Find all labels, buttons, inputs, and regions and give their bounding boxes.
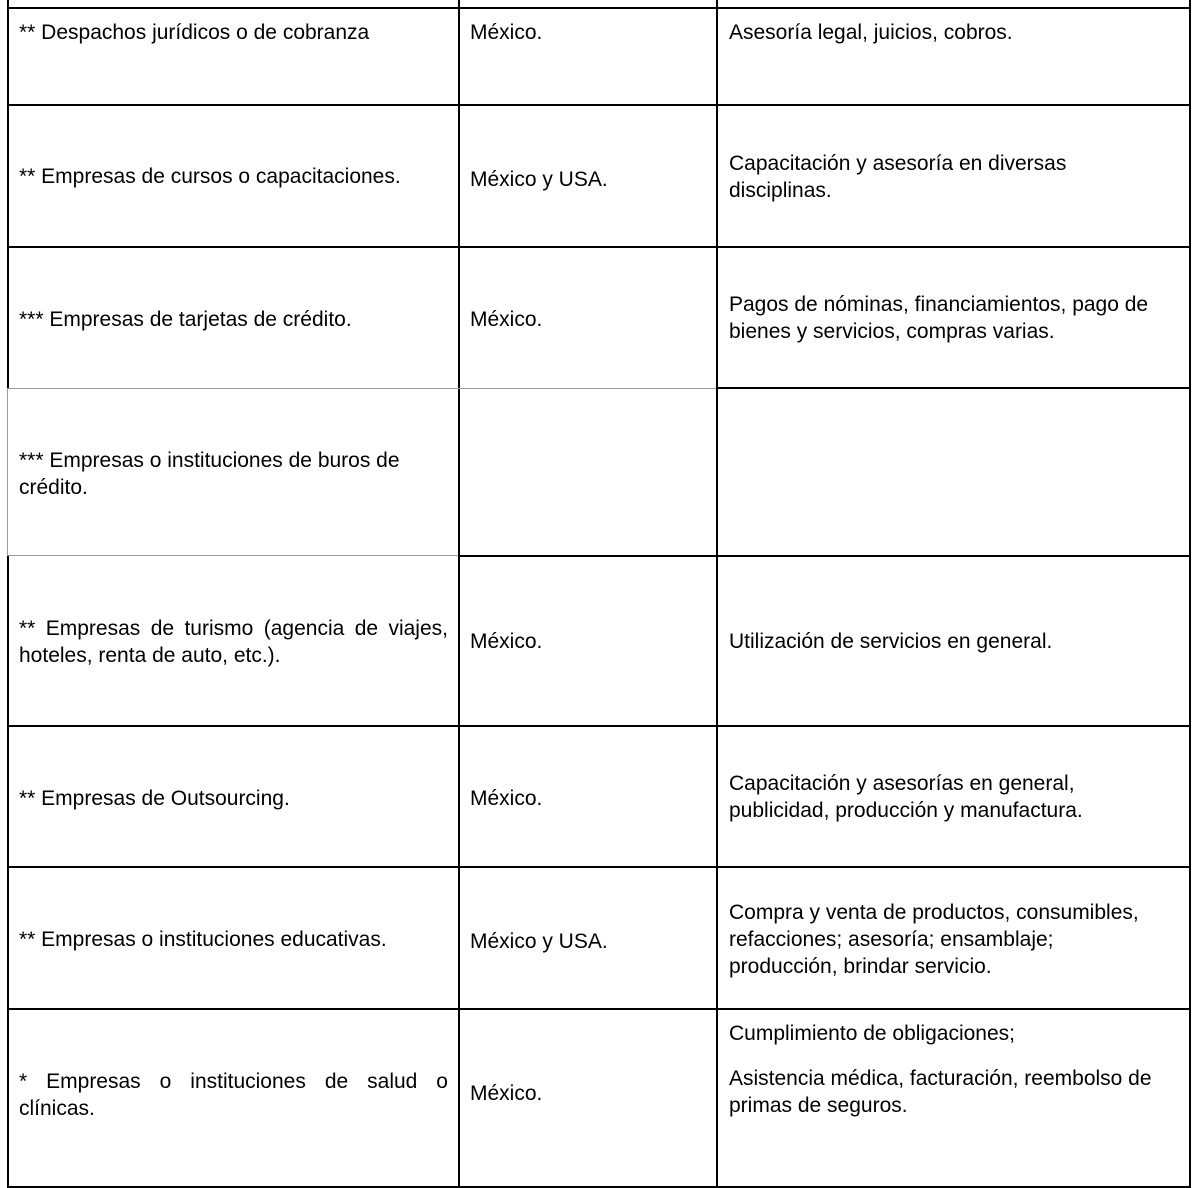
entity-cell: ** Empresas de turismo (agencia de viajes, hoteles, renta de auto, etc.). [19, 617, 448, 667]
purpose-cell [729, 1020, 1174, 1119]
row-divider [716, 387, 1191, 389]
row-divider [7, 866, 1191, 868]
purpose-cell: Compra y venta de productos, consumibles, refacciones; asesoría; ensamblaje; producción, brindar servicio. [729, 901, 1139, 978]
entity-cell: *** Empresas o instituciones de buros de crédito. [19, 449, 400, 499]
purpose-cell: Utilización de servicios en general. [729, 630, 1053, 653]
row-divider [7, 104, 1191, 106]
entity-cell: ** Empresas de Outsourcing. [19, 787, 290, 810]
table-border-left [7, 0, 9, 389]
purpose-cell: Pagos de nóminas, financiamientos, pago de bienes y servicios, compras varias. [729, 293, 1149, 343]
row-divider [7, 246, 1191, 248]
purpose-cell: Asesoría legal, juicios, cobros. [729, 21, 1013, 44]
row-divider-gray [7, 388, 716, 389]
purpose-cell: Capacitación y asesorías en general, publicidad, producción y manufactura. [729, 772, 1083, 822]
entity-cell: ** Empresas de cursos o capacitaciones. [19, 165, 401, 188]
country-cell: México. [470, 308, 543, 331]
country-cell: México. [470, 21, 543, 44]
row-divider [7, 7, 1191, 9]
purpose-cell: Capacitación y asesoría en diversas disciplinas. [729, 152, 1067, 202]
entity-cell: ** Despachos jurídicos o de cobranza [19, 21, 370, 44]
row-divider [7, 725, 1191, 727]
country-cell: México. [470, 787, 543, 810]
row-divider-gray [7, 555, 458, 556]
row-divider [7, 1008, 1191, 1010]
country-cell: México. [470, 1082, 543, 1105]
entity-cell: * Empresas o instituciones de salud o clínicas. [19, 1070, 448, 1120]
country-cell: México y USA. [470, 930, 608, 953]
row-border-gray [7, 389, 8, 556]
purpose-line: Asistencia médica, facturación, reembolso de primas de seguros. [729, 1067, 1152, 1117]
row-divider [458, 555, 1191, 557]
entity-cell: ** Empresas o instituciones educativas. [19, 928, 387, 951]
purpose-line: Cumplimiento de obligaciones; [729, 1022, 1015, 1045]
country-cell: México. [470, 630, 543, 653]
country-cell: México y USA. [470, 168, 608, 191]
entity-cell: *** Empresas de tarjetas de crédito. [19, 308, 352, 331]
table-border-left [7, 556, 9, 1188]
